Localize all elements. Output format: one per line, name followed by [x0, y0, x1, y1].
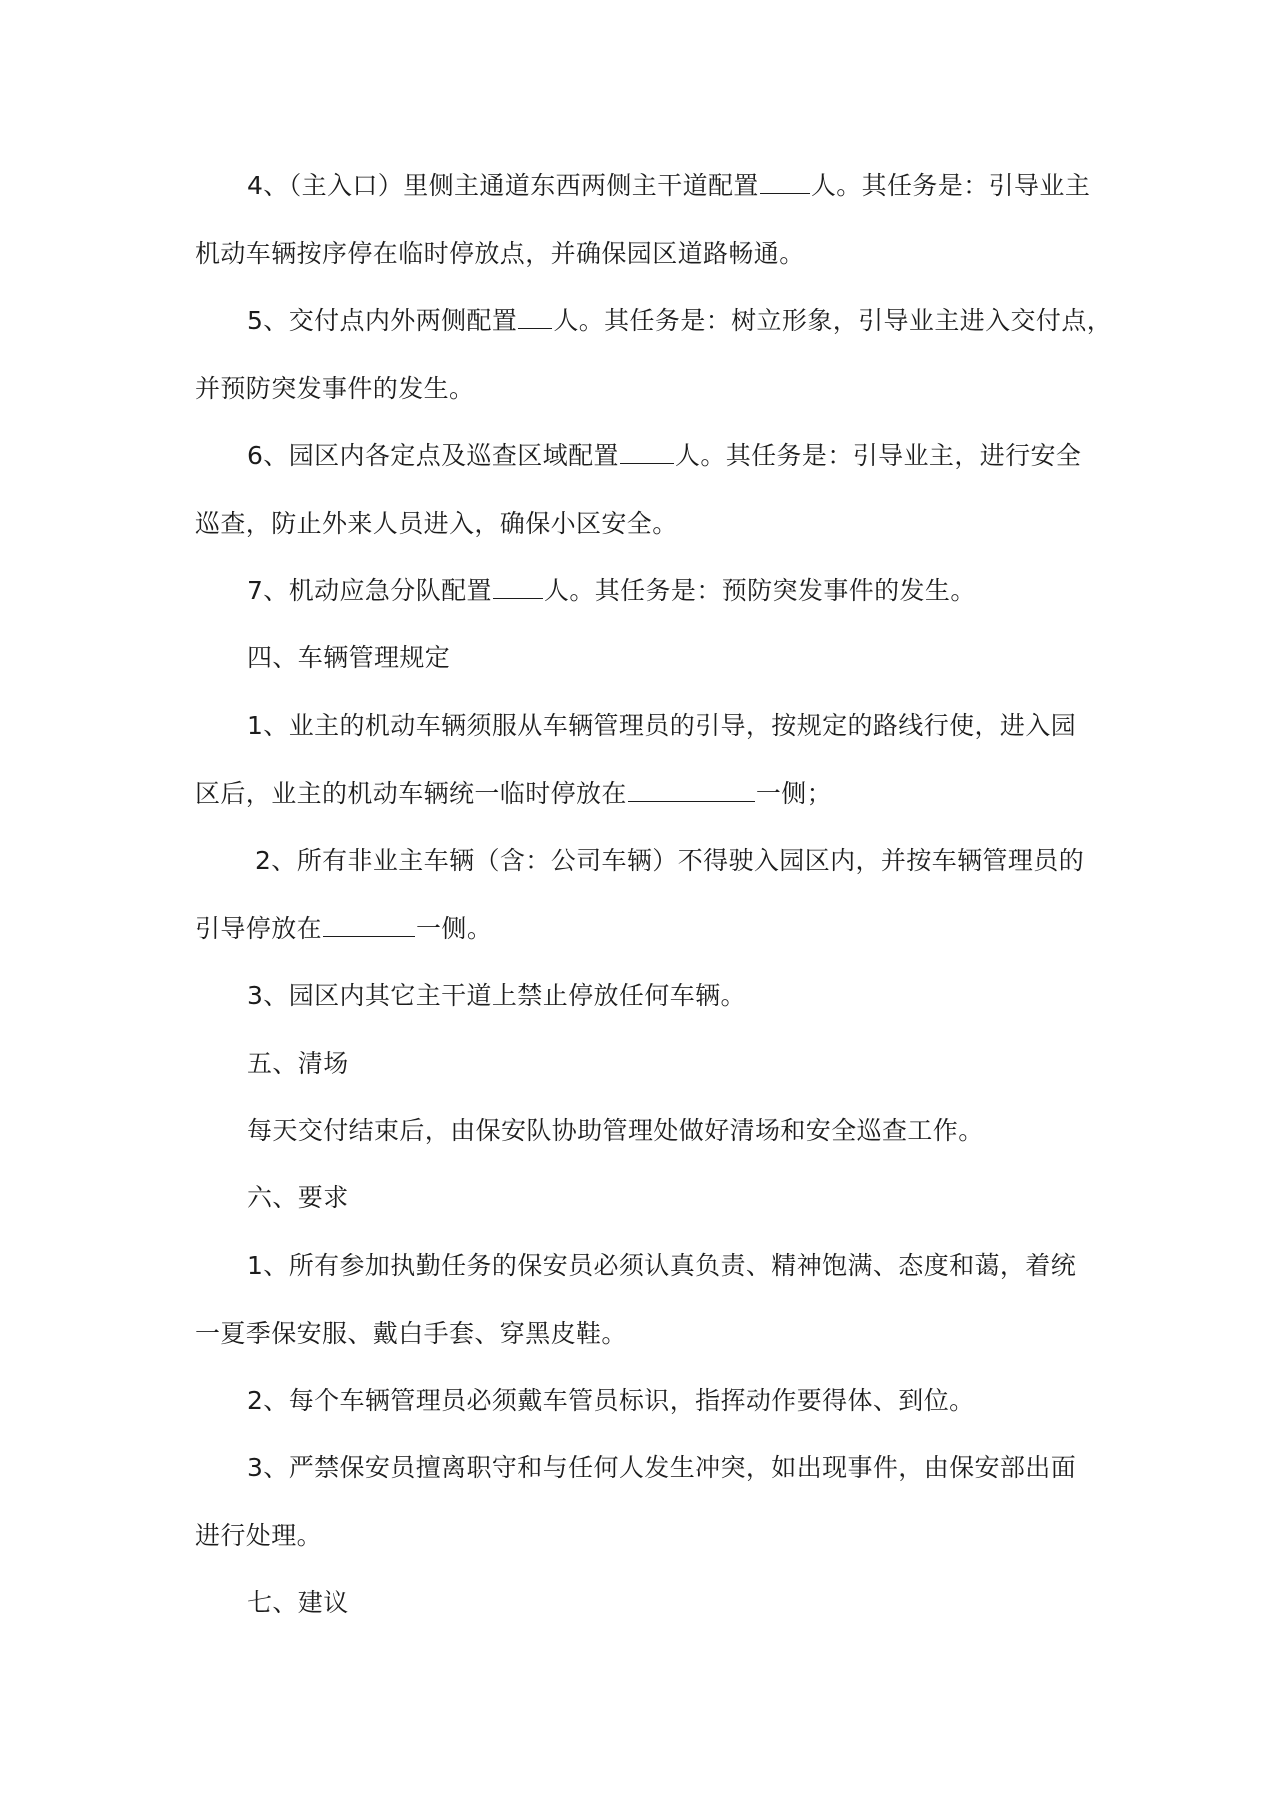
paragraph-line: 4、（主入口）里侧主通道东西两侧主干道配置 人。其任务是：引导业主 — [247, 171, 1091, 200]
paragraph-line: 巡查，防止外来人员进入，确保小区安全。 — [195, 508, 678, 538]
fill-blank — [493, 578, 543, 599]
paragraph-line: 7、机动应急分队配置 人。其任务是：预防突发事件的发生。 — [247, 576, 976, 605]
fill-blank — [518, 308, 552, 329]
paragraph-line: 2、所有非业主车辆（含：公司车辆）不得驶入园区内，并按车辆管理员的 — [255, 846, 1085, 875]
paragraph-line: 6、园区内各定点及巡查区域配置 人。其任务是：引导业主，进行安全 — [247, 441, 1082, 470]
paragraph-7 — [195, 557, 1095, 625]
paragraph-line: 机动车辆按序停在临时停放点，并确保园区道路畅通。 — [195, 238, 805, 268]
fill-blank — [760, 173, 810, 194]
paragraph-line: 并预防突发事件的发生。 — [195, 373, 475, 403]
vehicle-rule-3: 3、园区内其它主干道上禁止停放任何车辆。 — [247, 981, 746, 1010]
paragraph-5 — [195, 287, 1113, 422]
section-heading-7: 七、建议 — [247, 1588, 349, 1617]
paragraph-line: 3、严禁保安员擅离职守和与任何人发生冲突，如出现事件，由保安部出面 — [247, 1453, 1077, 1482]
paragraph-line: 5、交付点内外两侧配置 人。其任务是：树立形象，引导业主进入交付点， — [247, 306, 1113, 335]
cleanup-text: 每天交付结束后，由保安队协助管理处做好清场和安全巡查工作。 — [247, 1116, 984, 1145]
requirement-3 — [195, 1434, 1095, 1569]
paragraph-line: 1、业主的机动车辆须服从车辆管理员的引导，按规定的路线行使，进入园 — [247, 711, 1077, 740]
paragraph-line: 1、所有参加执勤任务的保安员必须认真负责、精神饱满、态度和蔼，着统 — [247, 1251, 1077, 1280]
requirement-1 — [195, 1232, 1095, 1367]
paragraph-line: 区后，业主的机动车辆统一临时停放在 一侧； — [195, 778, 833, 808]
paragraph-4 — [195, 152, 1095, 287]
fill-blank — [323, 916, 415, 937]
paragraph-line: 进行处理。 — [195, 1520, 323, 1550]
section-heading-5: 五、清场 — [247, 1049, 349, 1078]
paragraph-6 — [195, 422, 1095, 557]
vehicle-rule-1 — [195, 692, 1095, 827]
paragraph-line: 一夏季保安服、戴白手套、穿黑皮鞋。 — [195, 1318, 627, 1348]
paragraph-line: 引导停放在 一侧。 — [195, 913, 493, 943]
vehicle-rule-2 — [195, 827, 1095, 962]
section-heading-4: 四、车辆管理规定 — [247, 643, 451, 672]
fill-blank — [620, 443, 674, 464]
requirement-2: 2、每个车辆管理员必须戴车管员标识，指挥动作要得体、到位。 — [247, 1386, 975, 1415]
fill-blank — [628, 781, 755, 802]
section-heading-6: 六、要求 — [247, 1183, 349, 1212]
